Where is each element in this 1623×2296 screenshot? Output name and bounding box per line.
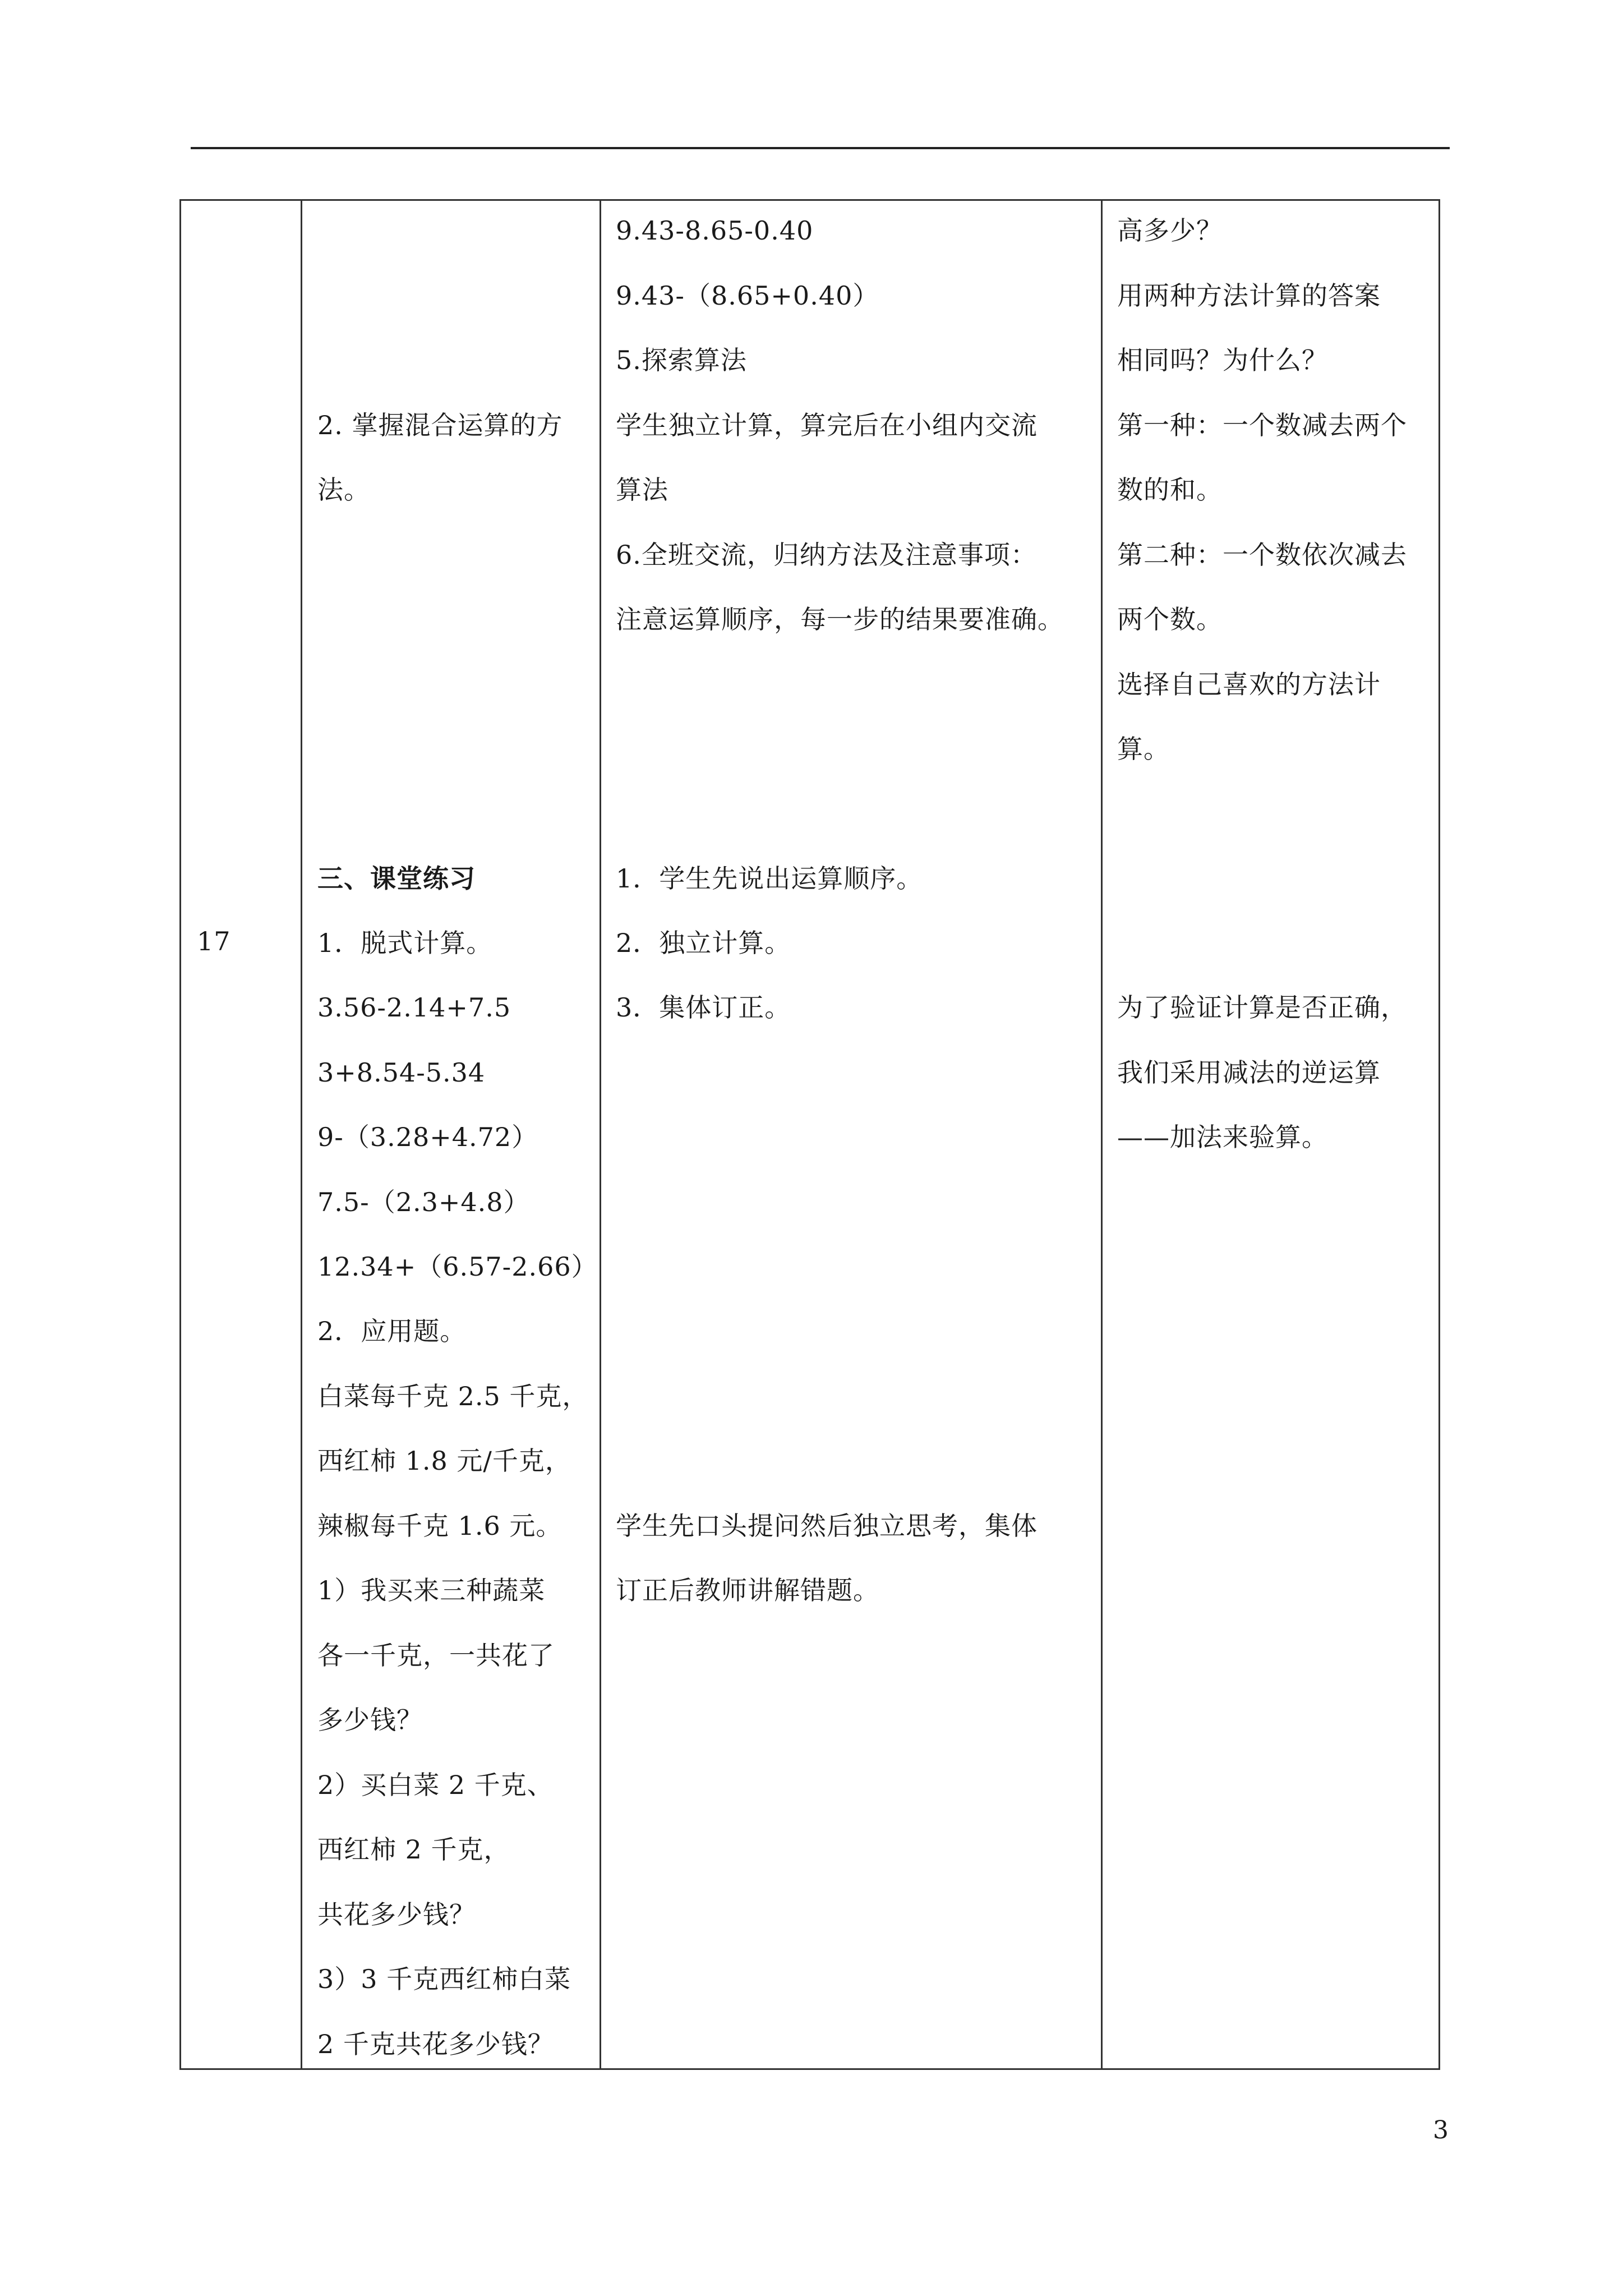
note-line: ——加法来验算。 (1117, 1122, 1328, 1152)
objective-line: 2 千克共花多少钱？ (317, 2029, 554, 2059)
note-line: 两个数。 (1117, 604, 1223, 634)
lesson-table (179, 199, 1440, 2070)
activities-column (601, 201, 1101, 2068)
objective-line: 白菜每千克 2.5 千克， (317, 1381, 589, 1411)
note-line: 用两种方法计算的答案 (1117, 280, 1381, 311)
activity-line: 注意运算顺序，每一步的结果要准确。 (616, 604, 1064, 634)
activity-line: 6.全班交流，归纳方法及注意事项： (616, 540, 1037, 570)
objective-line: 9-（3.28+4.72） (317, 1122, 538, 1152)
activity-line: 5.探索算法 (616, 345, 747, 375)
objective-line: 西红柿 1.8 元/千克， (317, 1446, 571, 1476)
activity-line: 2．独立计算。 (616, 928, 791, 958)
note-line: 为了验证计算是否正确， (1117, 992, 1407, 1023)
note-line: 第二种：一个数依次减去 (1117, 540, 1407, 570)
objective-line: 3+8.54-5.34 (317, 1057, 486, 1088)
note-line: 相同吗？为什么？ (1117, 345, 1328, 375)
objective-line: 1．脱式计算。 (317, 928, 493, 958)
objectives-column (302, 201, 600, 2068)
objective-line: 2）买白菜 2 千克、 (317, 1770, 554, 1800)
row-number-cell (181, 201, 301, 2068)
page-number: 3 (1433, 2116, 1449, 2145)
objective-line: 多少钱？ (317, 1705, 423, 1735)
objective-line: 1）我买来三种蔬菜 (317, 1575, 546, 1605)
objective-line: 3.56-2.14+7.5 (317, 992, 511, 1023)
note-line: 高多少？ (1117, 215, 1223, 246)
note-line: 我们采用减法的逆运算 (1117, 1057, 1381, 1088)
activity-line: 算法 (616, 475, 668, 505)
note-line: 算。 (1117, 734, 1170, 764)
objective-line: 西红柿 2 千克， (317, 1834, 510, 1865)
objective-line: 12.34+（6.57-2.66） (317, 1251, 598, 1282)
header-rule (191, 147, 1450, 149)
activity-line: 学生独立计算，算完后在小组内交流 (616, 410, 1038, 440)
objective-line: 7.5-（2.3+4.8） (317, 1187, 530, 1217)
objective-line: 共花多少钱？ (317, 1899, 476, 1930)
objective-line: 各一千克，一共花了 (317, 1640, 555, 1671)
notes-column (1103, 201, 1438, 2068)
row-number: 17 (197, 926, 231, 956)
activity-line: 9.43-8.65-0.40 (616, 215, 814, 246)
activity-line: 订正后教师讲解错题。 (616, 1575, 879, 1605)
section-heading: 三、课堂练习 (317, 863, 476, 894)
activity-line: 学生先口头提问然后独立思考，集体 (616, 1511, 1038, 1541)
activity-line: 9.43-（8.65+0.40） (616, 280, 879, 311)
objective-line: 3）3 千克西红柿白菜 (317, 1964, 571, 1994)
note-line: 第一种：一个数减去两个 (1117, 410, 1407, 440)
activity-line: 1．学生先说出运算顺序。 (616, 863, 923, 894)
objective-line: 法。 (317, 475, 370, 505)
activity-line: 3．集体订正。 (616, 992, 791, 1023)
note-line: 数的和。 (1117, 475, 1223, 505)
objective-line: 2．应用题。 (317, 1316, 467, 1346)
note-line: 选择自己喜欢的方法计 (1117, 669, 1381, 700)
objective-line: 辣椒每千克 1.6 元。 (317, 1511, 562, 1541)
objective-line: 2. 掌握混合运算的方 (317, 410, 563, 440)
